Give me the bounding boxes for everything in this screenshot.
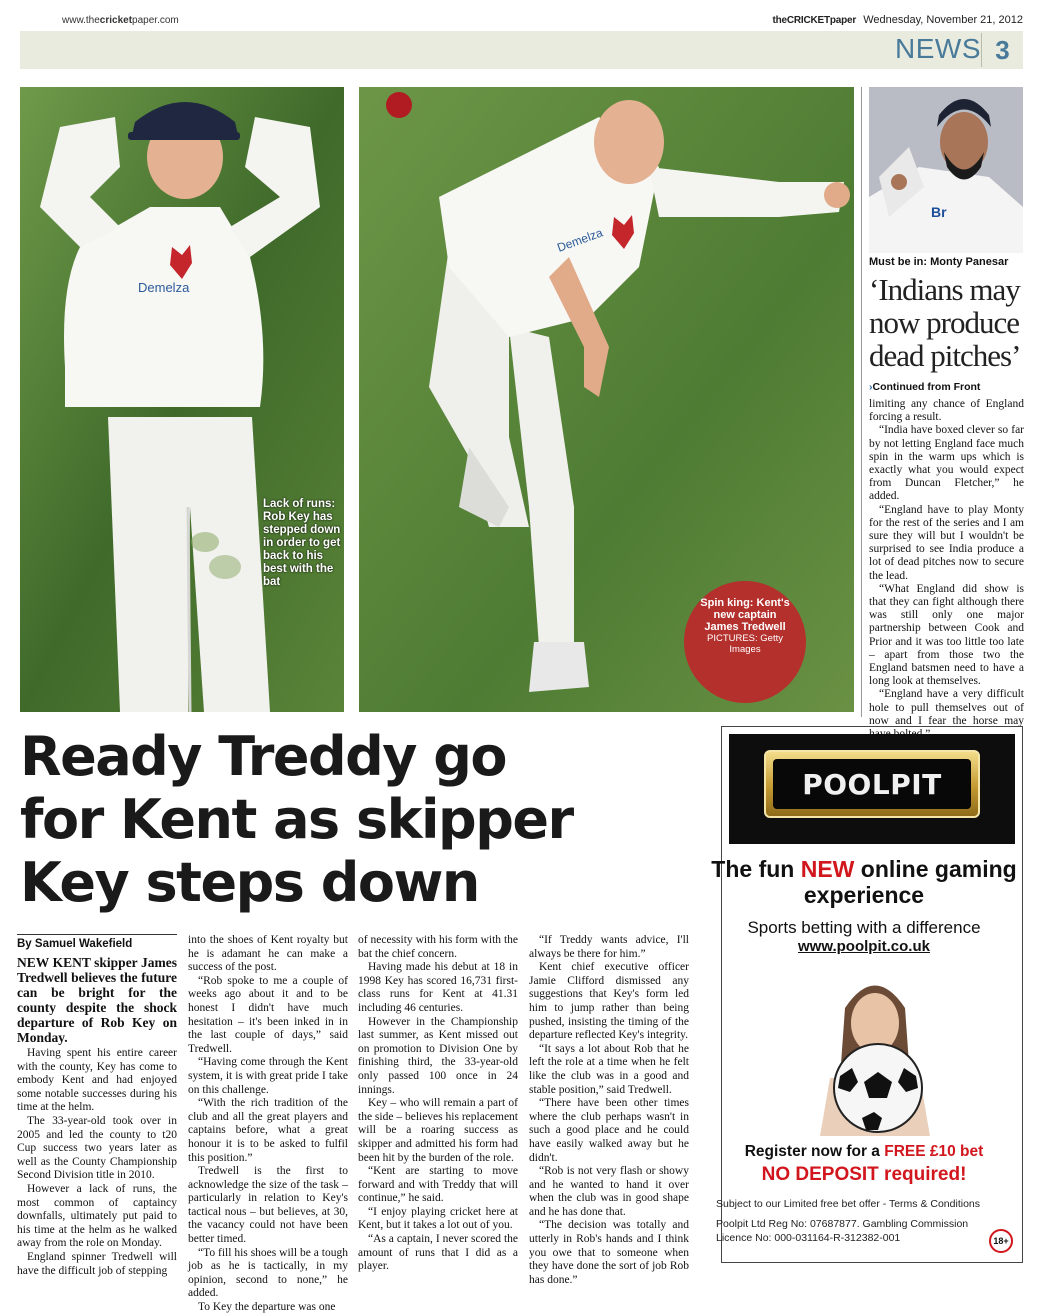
article-paragraph: “Having come through the Kent system, it is with great pride I take on this challenge. (188, 1056, 348, 1096)
rob-key-illustration (20, 87, 344, 712)
article-paragraph: of necessity with his form with the bat the chief concern. (358, 934, 518, 960)
advert-headline: The fun NEW online gaming experience (711, 856, 1017, 908)
advert-legal: Poolpit Ltd Reg No: 07687877. Gambling Commission Licence No: 000-031164-R-312382-001 (716, 1218, 969, 1244)
page-number: 3 (981, 33, 1023, 67)
advert-url-link[interactable]: www.poolpit.co.uk (798, 938, 930, 955)
photo-monty-panesar (869, 87, 1023, 253)
side-story-headline: ‘Indians may now produce dead pitches’ (869, 272, 1021, 373)
article-paragraph: “There have been other times where the club perhaps wasn't in such a good place and he could have easily walked away but he didn't. (529, 1097, 689, 1164)
article-paragraph: “To fill his shoes will be a tough job as he is tactically, in my opinion, second to none,” he added. (188, 1246, 348, 1300)
article-paragraph: “If Treddy wants advice, I'll always be there for him.” (529, 934, 689, 960)
article-paragraph: To Key the departure was one (198, 1301, 336, 1314)
article-paragraph: “As a captain, I never scored the amount of runs that I did as a player. (358, 1233, 518, 1273)
caption-mid-text: Spin king: Kent's new captain James Tredwell (700, 597, 790, 633)
masthead (772, 14, 1023, 26)
article-paragraph: “I enjoy playing cricket here at Kent, but it takes a lot out of you. (358, 1205, 518, 1232)
side-story-body (869, 398, 1024, 741)
article-column-3 (358, 934, 518, 1274)
column-divider (861, 87, 862, 717)
side-paragraph: limiting any chance of England forcing a result. (869, 398, 1024, 424)
article-paragraph: “Rob spoke to me a couple of weeks ago about it and to be honest I didn't have much hesitation – it's been inked in in the last couple of days,” said Tredwell. (188, 974, 348, 1055)
headline-line: Key steps down (20, 851, 479, 914)
svg-text:Demelza: Demelza (555, 225, 605, 255)
model-with-football-illustration (800, 968, 950, 1136)
advert-no-deposit: NO DEPOSIT required! (761, 1164, 967, 1185)
issue-date: Wednesday, November 21, 2012 (863, 14, 1023, 26)
advert-register: Register now for a FREE £10 bet (744, 1143, 984, 1160)
section-label: NEWS (895, 33, 981, 64)
advert-photo (800, 968, 950, 1136)
side-paragraph: “What England did show is that they can fight although there was still only one major partnership between Cook and Prior and it was too little too late – apart from those two the England batsmen need to have a long look at themselves. (869, 582, 1024, 688)
side-paragraph: “India have boxed clever so far by not letting England face much spin in the warm ups which is exactly what you would expect from Duncan Fletcher,” he added. (869, 424, 1024, 503)
photo-caption-left: Lack of runs: Rob Key has stepped down in order to get back to his best with the bat (263, 498, 341, 588)
continued-from-front[interactable] (869, 381, 980, 393)
side-story-kicker: Must be in: Monty Panesar (869, 256, 1009, 268)
svg-text:Br: Br (931, 204, 947, 220)
article-paragraph: “The decision was totally and utterly in Rob's hands and I think you owe that to someone when they have done the sort of job Rob has done.” (529, 1219, 689, 1286)
photo-rob-key (20, 87, 344, 712)
article-paragraph: “Rob is not very flash or showy and he wanted to hand it over when the club was in good shape and he has done that. (529, 1165, 689, 1218)
side-paragraph: “England have a very difficult hole to pull themselves out of now and I fear the horse may (869, 688, 1024, 727)
headline-line: Ready Treddy go (20, 725, 507, 788)
article-paragraph: However a lack of runs, the most common of captaincy downfalls, ultimately put paid to his time at the helm as he walked away from the role on Monday. (17, 1182, 177, 1250)
poolpit-logo-text: POOLPIT (773, 759, 971, 809)
article-paragraph: “Kent are starting to move forward and with Treddy that will continue,” he said. (358, 1165, 518, 1205)
age-restriction-badge: 18+ (989, 1229, 1013, 1253)
advert-subhead: Sports betting with a difference (747, 918, 981, 937)
continued-label: Continued from Front (872, 381, 981, 393)
byline-block (17, 934, 177, 950)
article-paragraph: Having made his debut at 18 in 1998 Key has scored 16,731 first-class runs for Kent at 41.31 including 46 centuries. (358, 961, 518, 1014)
article-paragraph: Kent chief executive officer Jamie Clifford dismissed any suggestions that Key's form led him to jump rather than being pushed, insisting the timing of the departure reflected Key's integrity. (529, 961, 689, 1042)
article-column-4 (529, 934, 689, 1287)
article-paragraph: The 33-year-old took over in 2005 and led the county to t20 Cup success two years later as well as the County Championship Second Division title in 2010. (17, 1114, 177, 1182)
panesar-illustration (869, 87, 1023, 253)
article-paragraph: Tredwell is the first to acknowledge the size of the task – particularly in relation to Key's tactical nous – but believes, at 30, the vacancy could not have been better timed. (188, 1165, 348, 1246)
article-paragraph: “It says a lot about Rob that he left the role at a time when he felt like the club was in a good and stable position,” said Tredwell. (529, 1042, 689, 1096)
article-paragraph: England spinner Tredwell will have the difficult job of stepping (17, 1250, 177, 1277)
photo-caption-mid (684, 581, 806, 703)
article-column-1 (17, 955, 177, 1278)
svg-text:Demelza: Demelza (138, 280, 190, 295)
article-paragraph: Key – who will remain a part of the side – believes his replacement will be a roaring success as skipper and admitted his form had been hit by the burden of the role. (358, 1097, 518, 1164)
article-paragraph: However in the Championship last summer, as Kent missed out on promotion to Division One by finishing third, the 33-year-old only passed 100 once in 24 innings. (358, 1015, 518, 1096)
photo-credit: PICTURES: Getty Images (706, 633, 783, 655)
section-band (20, 31, 1023, 69)
chevron-right-icon: › (869, 381, 873, 393)
article-paragraph: into the shoes of Kent royalty but he is adamant he can make a success of the post. (188, 934, 348, 974)
site-url[interactable]: www.thecricketpaper.com (62, 15, 179, 26)
standfirst: NEW KENT skipper James Tredwell believes the future can be bright for the county despite the shock departure of Rob Key on Monday. (17, 955, 177, 1045)
article-column-2 (188, 934, 348, 1315)
headline-line: for Kent as skipper (20, 788, 573, 851)
masthead-brand: theCRICKETpaper (772, 15, 857, 26)
main-headline (20, 725, 700, 914)
poolpit-logo (764, 750, 980, 818)
side-paragraph: “England have to play Monty for the rest of the series and I am sure they will but I wouldn't be surprised to see India produce a lot of dead pitches now to secure the lead. (869, 503, 1024, 582)
byline: By Samuel Wakefield (17, 938, 133, 950)
article-paragraph: “With the rich tradition of the club and all the great players and captains before, what a great honour it is to be asked to fulfil this position.” (188, 1097, 348, 1164)
article-paragraph: Having spent his entire career with the county, Key has come to embody Kent and had enjoyed some notable successes during his time at the helm. (17, 1047, 177, 1114)
advert-terms: Subject to our Limited free bet offer - Terms & Conditions (716, 1198, 980, 1210)
